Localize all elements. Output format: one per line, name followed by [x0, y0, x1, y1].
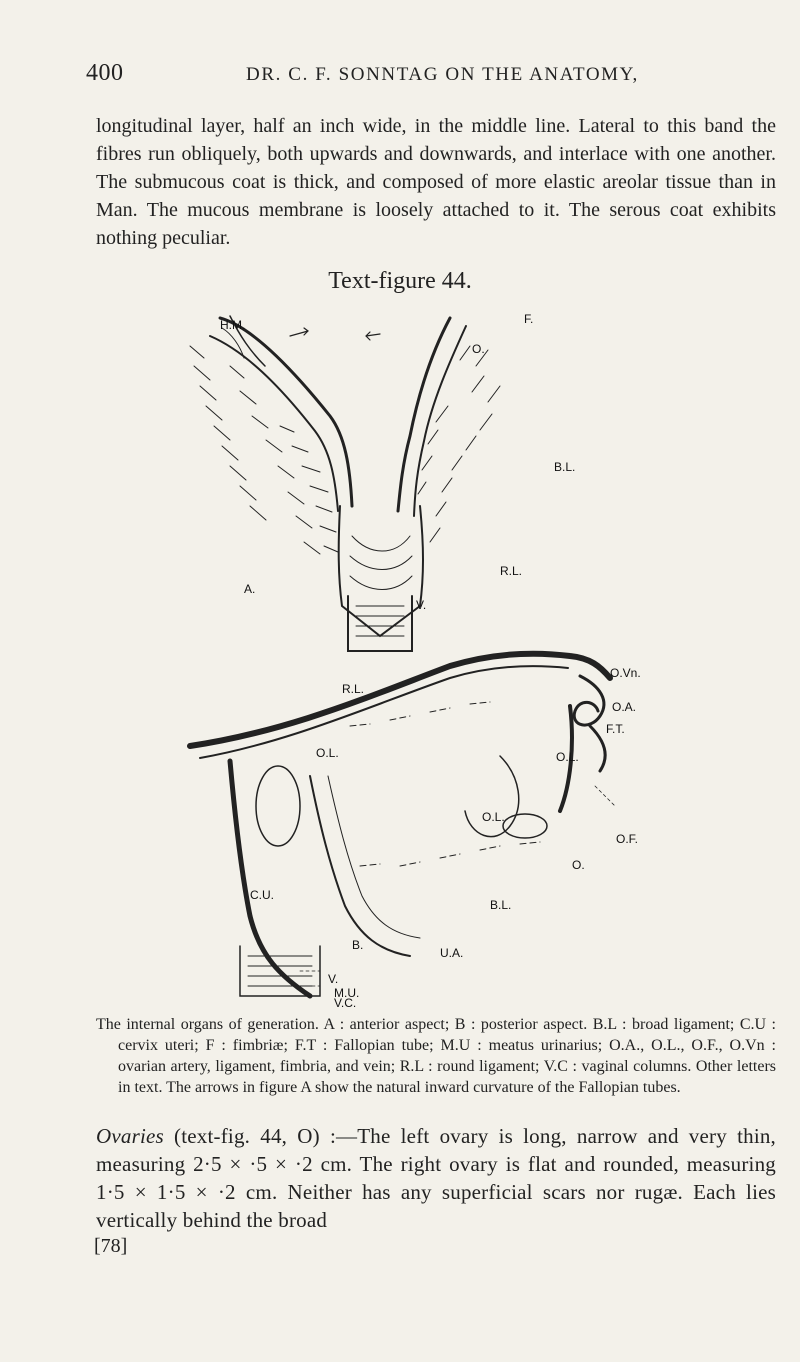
page-header	[0, 60, 800, 96]
label-b-ol-right: O.L.	[556, 750, 579, 764]
label-a-rl: R.L.	[500, 564, 523, 578]
figure-title: Text-figure 44.	[328, 268, 472, 294]
label-b-ft: F.T.	[606, 722, 625, 736]
label-b-b: B.	[352, 938, 364, 952]
label-a-o: O.	[472, 342, 485, 356]
paragraph-2-text: (text-fig. 44, O) :—The left ovary is long, narrow and very thin, measuring 2·5 × ·5 × ·2 cm. The right ovary is flat and rounded, measuring 1·5 × 1·5 × ·2 cm. Neither has any superficial scars nor rugæ. Each lies vertically behind the broad	[96, 1124, 776, 1232]
label-a-f: F.	[524, 312, 534, 326]
label-a-bl: B.L.	[554, 460, 576, 474]
figure-caption	[96, 1014, 776, 1098]
label-b-o: O.	[572, 858, 585, 872]
label-b-oa: O.A.	[612, 700, 637, 714]
figure-caption-text: The internal organs of generation. A : anterior aspect; B : posterior aspect. B.L : broad ligament; C.U : cervix uteri; F : fimbriæ; F.T : Fallopian tube; M.U : meatus urinarius; O.A., O.L., O.F., O.Vn : ovarian artery, ligament, fimbria, and vein; R.L : round ligament; V.C : vaginal columns. Other letters in text. The arrows in figure A show the natural inward curvature of the Fallopian tubes.	[96, 1016, 776, 1096]
footer-mark: [78]	[94, 1235, 128, 1257]
figure-drawing	[170, 306, 640, 1006]
label-b-ovn: O.Vn.	[610, 666, 641, 680]
label-b-ol-mid: O.L.	[482, 810, 505, 824]
label-b-v: V.	[328, 972, 339, 986]
anatomical-figure	[170, 306, 641, 1010]
label-b-ol-left: O.L.	[316, 746, 339, 760]
paragraph-2	[96, 1122, 776, 1234]
paragraph-2-heading: Ovaries	[96, 1124, 164, 1148]
label-b-ua: U.A.	[440, 946, 464, 960]
label-b-mu: M.U.	[334, 986, 360, 1000]
label-a-hm: H.M.	[220, 318, 246, 332]
label-b-of: O.F.	[616, 832, 639, 846]
label-a-a: A.	[244, 582, 256, 596]
page-number: 400	[86, 60, 124, 86]
label-b-rl: R.L.	[342, 682, 365, 696]
label-b-vc: V.C.	[334, 996, 357, 1010]
paragraph-1: longitudinal layer, half an inch wide, in the middle line. Lateral to this band the fibres run obliquely, both upwards and downwards, and interlace with one another. The submucous coat is thick, and composed of more elastic areolar tissue than in Man. The mucous membrane is loosely attached to it. The serous coat exhibits nothing peculiar.	[96, 115, 776, 249]
label-b-cu: C.U.	[250, 888, 274, 902]
running-head: DR. C. F. SONNTAG ON THE ANATOMY,	[246, 64, 639, 85]
label-a-v: V.	[416, 598, 427, 612]
label-b-bl: B.L.	[490, 898, 512, 912]
